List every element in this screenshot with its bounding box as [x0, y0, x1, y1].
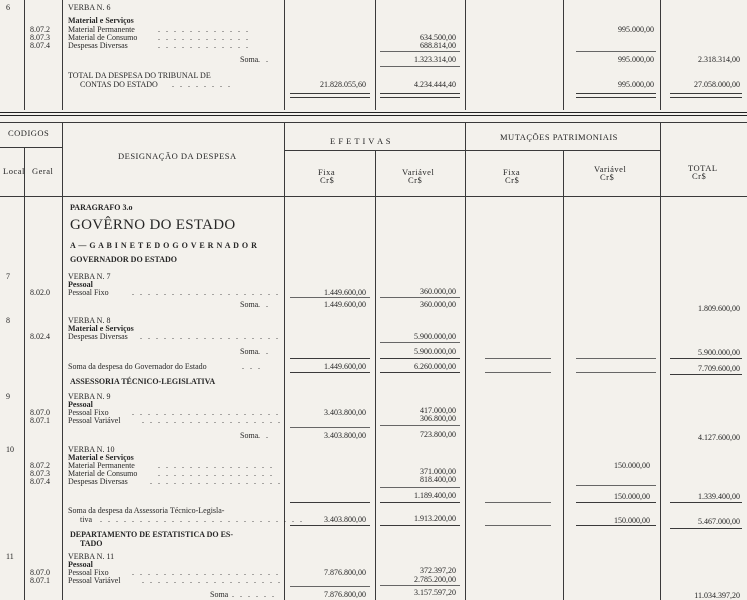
row-code: 8.07.1: [30, 416, 50, 425]
row-desc: Despesas Diversas: [68, 477, 128, 486]
total-label-line2: CONTAS DO ESTADO: [80, 80, 158, 89]
soma-label: Soma: [240, 300, 259, 309]
header-moeda: Cr$: [692, 171, 707, 181]
amount: 2.318.314,00: [698, 55, 740, 64]
group-heading: Material e Serviços: [68, 453, 134, 462]
group-heading: Material e Serviços: [68, 16, 134, 25]
amount: 1.323.314,00: [414, 55, 456, 64]
row-desc: Pessoal Variável: [68, 576, 121, 585]
subsection-title: GOVERNADOR DO ESTADO: [70, 255, 177, 264]
verba-heading: VERBA N. 8: [68, 316, 111, 325]
verba-heading: VERBA N. 6: [68, 3, 111, 12]
header-moeda: Cr$: [505, 175, 520, 185]
row-desc: Material Permanente: [68, 461, 135, 470]
item-number: 11: [6, 552, 14, 561]
amount: 6.260.000,00: [414, 362, 456, 371]
section-title: GOVÊRNO DO ESTADO: [70, 217, 236, 233]
row-code: 8.07.4: [30, 41, 50, 50]
header-mutacoes: MUTAÇÕES PATRIMONIAIS: [500, 132, 618, 142]
amount: 995.000,00: [618, 80, 654, 89]
amount: 723.800,00: [420, 430, 456, 439]
row-code: 8.07.2: [30, 25, 50, 34]
header-codigos: CODIGOS: [8, 128, 50, 138]
soma-assess-label-line2: tiva: [80, 515, 92, 524]
header-mut-fixa: Fixa: [503, 167, 521, 177]
verba-heading: VERBA N. 7: [68, 272, 111, 281]
paragraph-heading: PARAGRAFO 3.o: [70, 203, 133, 212]
row-code: 8.07.1: [30, 576, 50, 585]
subsection-title: A — G A B I N E T E D O G O V E R N A D O R: [70, 241, 258, 250]
amount: 306.800,00: [420, 414, 456, 423]
amount: 3.403.800,00: [324, 515, 366, 524]
item-number: 7: [6, 272, 10, 281]
row-code: 8.07.3: [30, 33, 50, 42]
header-fixa: Fixa: [318, 167, 336, 177]
group-heading: Pessoal: [68, 560, 93, 569]
item-number: 10: [6, 445, 14, 454]
group-heading: Pessoal: [68, 400, 93, 409]
amount: 1.449.600,00: [324, 288, 366, 297]
amount: 7.876.800,00: [324, 590, 366, 599]
budget-page: 6 VERBA N. 6 Material e Serviços 8.07.2 Material Permanente 8.07.3 Material de Consumo 8.07.4 Despesas Diversas . . . . . . . . . . . . . . . . . . . . . . . . . . . . . . . . . . . . 995.000,00 634.500,00 688.814,00 Soma . . 1.323.314,00 995.000,00 2.318.314,00 TOTAL DA DESPESA DO TRIBUNAL DE CONTAS DO ESTADO . . . . . . . . 21.828.055,60 4.234.444,40 995.000,00 27.058.000,00 CODIGOS Local Geral DESIGNAÇÃO DA DESPESA E F E T I V A S MUTAÇÕES PATRIMONIAIS Fixa Cr$ Variável Cr$ Fixa Cr$ Variável Cr$ TOTAL Cr$ PARAGRAFO 3.o GOVÊRNO DO ESTADO A — G A B I N E T E D O G O V E R N A D O R GOVERNADOR DO ESTADO 7 VERBA N. 7 Pessoal 8.02.0 Pessoal Fixo . . . . . . . . . . . . . . . . . . . 1.449.600,00 360.000,00 Soma . . 1.449.600,00 360.000,00 1.809.600,00 8 VERBA N. 8 Material e Serviços 8.02.4 Despesas Diversas . . . . . . . . . . . . . . . . . . 5.900.000,00 Soma . . 5.900.000,00 5.900.000,00 Soma da despesa do Governador do Estado . . . 1.449.600,00 6.260.000,00 7.709.600,00 ASSESSORIA TÉCNICO-LEGISLATIVA 9 VERBA N. 9 Pessoal 8.07.0 Pessoal Fixo . . . . . . . . . . . . . . . . . . . 3.403.800,00 417.000,00 8.07.1 Pessoal Variável . . . . . . . . . . . . . . . . . . 306.800,00 Soma . . 3.403.800,00 723.800,00 4.127.600,00 10 VERBA N. 10 Material e Serviços 8.07.2 Material Permanente . . . . . . . . . . . . . . . 150.000,00 8.07.3 Material de Consumo . . . . . . . . . . . . . . . 371.000,00 8.07.4 Despesas Diversas . . . . . . . . . . . . . . . . . 818.400,00 1.189.400,00 150.000,00 1.339.400,00 Soma da despesa da Assessoria Técnico-Legisla- tiva . . . . . . . . . . . . . . . . . . . . . . . . . . 3.403.800,00 1.913.200,00 150.000,00 5.467.000,00 DEPARTAMENTO DE ESTATISTICA DO ES- TADO 11 VERBA N. 11 Pessoal 8.07.0 Pessoal Fixo . . . . . . . . . . . . . . . . . . . 7.876.800,00 372.397,20 8.07.1 Pessoal Variável . . . . . . . . . . . . . . . . . . 2.785.200,00 Soma . . . . . . 7.876.800,00 3.157.597,20 11.034.397,20: [0, 0, 747, 600]
amount: 995.000,00: [618, 55, 654, 64]
amount: 995.000,00: [618, 25, 654, 34]
header-variavel: Variável: [402, 167, 435, 177]
amount: 3.403.800,00: [324, 431, 366, 440]
group-heading: Material e Serviços: [68, 324, 134, 333]
amount: 5.467.000,00: [698, 517, 740, 526]
amount: 360.000,00: [420, 300, 456, 309]
row-code: 8.07.0: [30, 568, 50, 577]
row-desc: Material Permanente: [68, 25, 135, 34]
subsection-title: DEPARTAMENTO DE ESTATISTICA DO ES-: [70, 530, 234, 539]
amount: 372.397,20: [420, 566, 456, 575]
total-label-line1: TOTAL DA DESPESA DO TRIBUNAL DE: [68, 71, 211, 80]
amount: 21.828.055,60: [320, 80, 366, 89]
row-desc: Pessoal Fixo: [68, 568, 109, 577]
row-desc: Despesas Diversas: [68, 332, 128, 341]
rule-local: [24, 0, 25, 110]
rule-geral: [62, 0, 63, 110]
row-code: 8.07.3: [30, 469, 50, 478]
amount: 5.900.000,00: [698, 348, 740, 357]
amount: 1.189.400,00: [414, 491, 456, 500]
row-desc: Material de Consumo: [68, 469, 138, 478]
rule-var: [465, 0, 466, 110]
soma-label: Soma: [240, 431, 259, 440]
row-code: 8.02.0: [30, 288, 50, 297]
header-geral: Geral: [32, 166, 54, 176]
amount: 818.400,00: [420, 475, 456, 484]
row-code: 8.02.4: [30, 332, 50, 341]
row-desc: Despesas Diversas: [68, 41, 128, 50]
amount: 3.157.597,20: [414, 588, 456, 597]
amount: 4.127.600,00: [698, 433, 740, 442]
header-mut-variavel: Variável: [594, 164, 627, 174]
rule-desc: [284, 0, 285, 110]
subsection-title: TADO: [80, 539, 103, 548]
row-desc: Material de Consumo: [68, 33, 138, 42]
row-desc: Pessoal Variável: [68, 416, 121, 425]
soma-label: Soma: [240, 55, 259, 64]
item-number: 9: [6, 392, 10, 401]
header-moeda: Cr$: [320, 175, 335, 185]
amount: 1.339.400,00: [698, 492, 740, 501]
row-code: 8.07.2: [30, 461, 50, 470]
amount: 1.449.600,00: [324, 362, 366, 371]
amount: 7.709.600,00: [698, 364, 740, 373]
amount: 3.403.800,00: [324, 408, 366, 417]
amount: 634.500,00: [420, 33, 456, 42]
amount: 360.000,00: [420, 287, 456, 296]
soma-gov-label: Soma da despesa do Governador do Estado: [68, 362, 207, 371]
page-break-rule: [0, 112, 747, 113]
header-efetivas: E F E T I V A S: [330, 136, 391, 146]
amount: 1.449.600,00: [324, 300, 366, 309]
verba-heading: VERBA N. 10: [68, 445, 115, 454]
row-code: 8.07.0: [30, 408, 50, 417]
amount: 1.913.200,00: [414, 514, 456, 523]
rule-mutfixa: [563, 0, 564, 110]
header-moeda: Cr$: [408, 175, 423, 185]
verba-heading: VERBA N. 9: [68, 392, 111, 401]
amount: 27.058.000,00: [694, 80, 740, 89]
verba-heading: VERBA N. 11: [68, 552, 115, 561]
row-code: 8.07.4: [30, 477, 50, 486]
soma-assess-label: Soma da despesa da Assessoria Técnico-Legisla-: [68, 506, 225, 515]
amount: 371.000,00: [420, 467, 456, 476]
amount: 2.785.200,00: [414, 575, 456, 584]
amount: 11.034.397,20: [694, 591, 740, 600]
header-local: Local: [3, 166, 25, 176]
amount: 7.876.800,00: [324, 568, 366, 577]
amount: 5.900.000,00: [414, 347, 456, 356]
header-moeda: Cr$: [600, 172, 615, 182]
header-designacao: DESIGNAÇÃO DA DESPESA: [118, 151, 237, 161]
rule-mutvar: [660, 0, 661, 110]
row-desc: Pessoal Fixo: [68, 408, 109, 417]
item-number: 6: [6, 3, 10, 12]
amount: 150.000,00: [614, 461, 650, 470]
amount: 1.809.600,00: [698, 304, 740, 313]
amount: 150.000,00: [614, 516, 650, 525]
header-total: TOTAL: [688, 163, 718, 173]
row-desc: Pessoal Fixo: [68, 288, 109, 297]
group-heading: Pessoal: [68, 280, 93, 289]
soma-label: Soma: [210, 590, 229, 599]
amount: 688.814,00: [420, 41, 456, 50]
amount: 150.000,00: [614, 492, 650, 501]
amount: 5.900.000,00: [414, 332, 456, 341]
amount: 4.234.444,40: [414, 80, 456, 89]
amount: 417.000,00: [420, 406, 456, 415]
subsection-title: ASSESSORIA TÉCNICO-LEGISLATIVA: [70, 377, 216, 386]
item-number: 8: [6, 316, 10, 325]
rule-fixa: [375, 0, 376, 110]
soma-label: Soma: [240, 347, 259, 356]
